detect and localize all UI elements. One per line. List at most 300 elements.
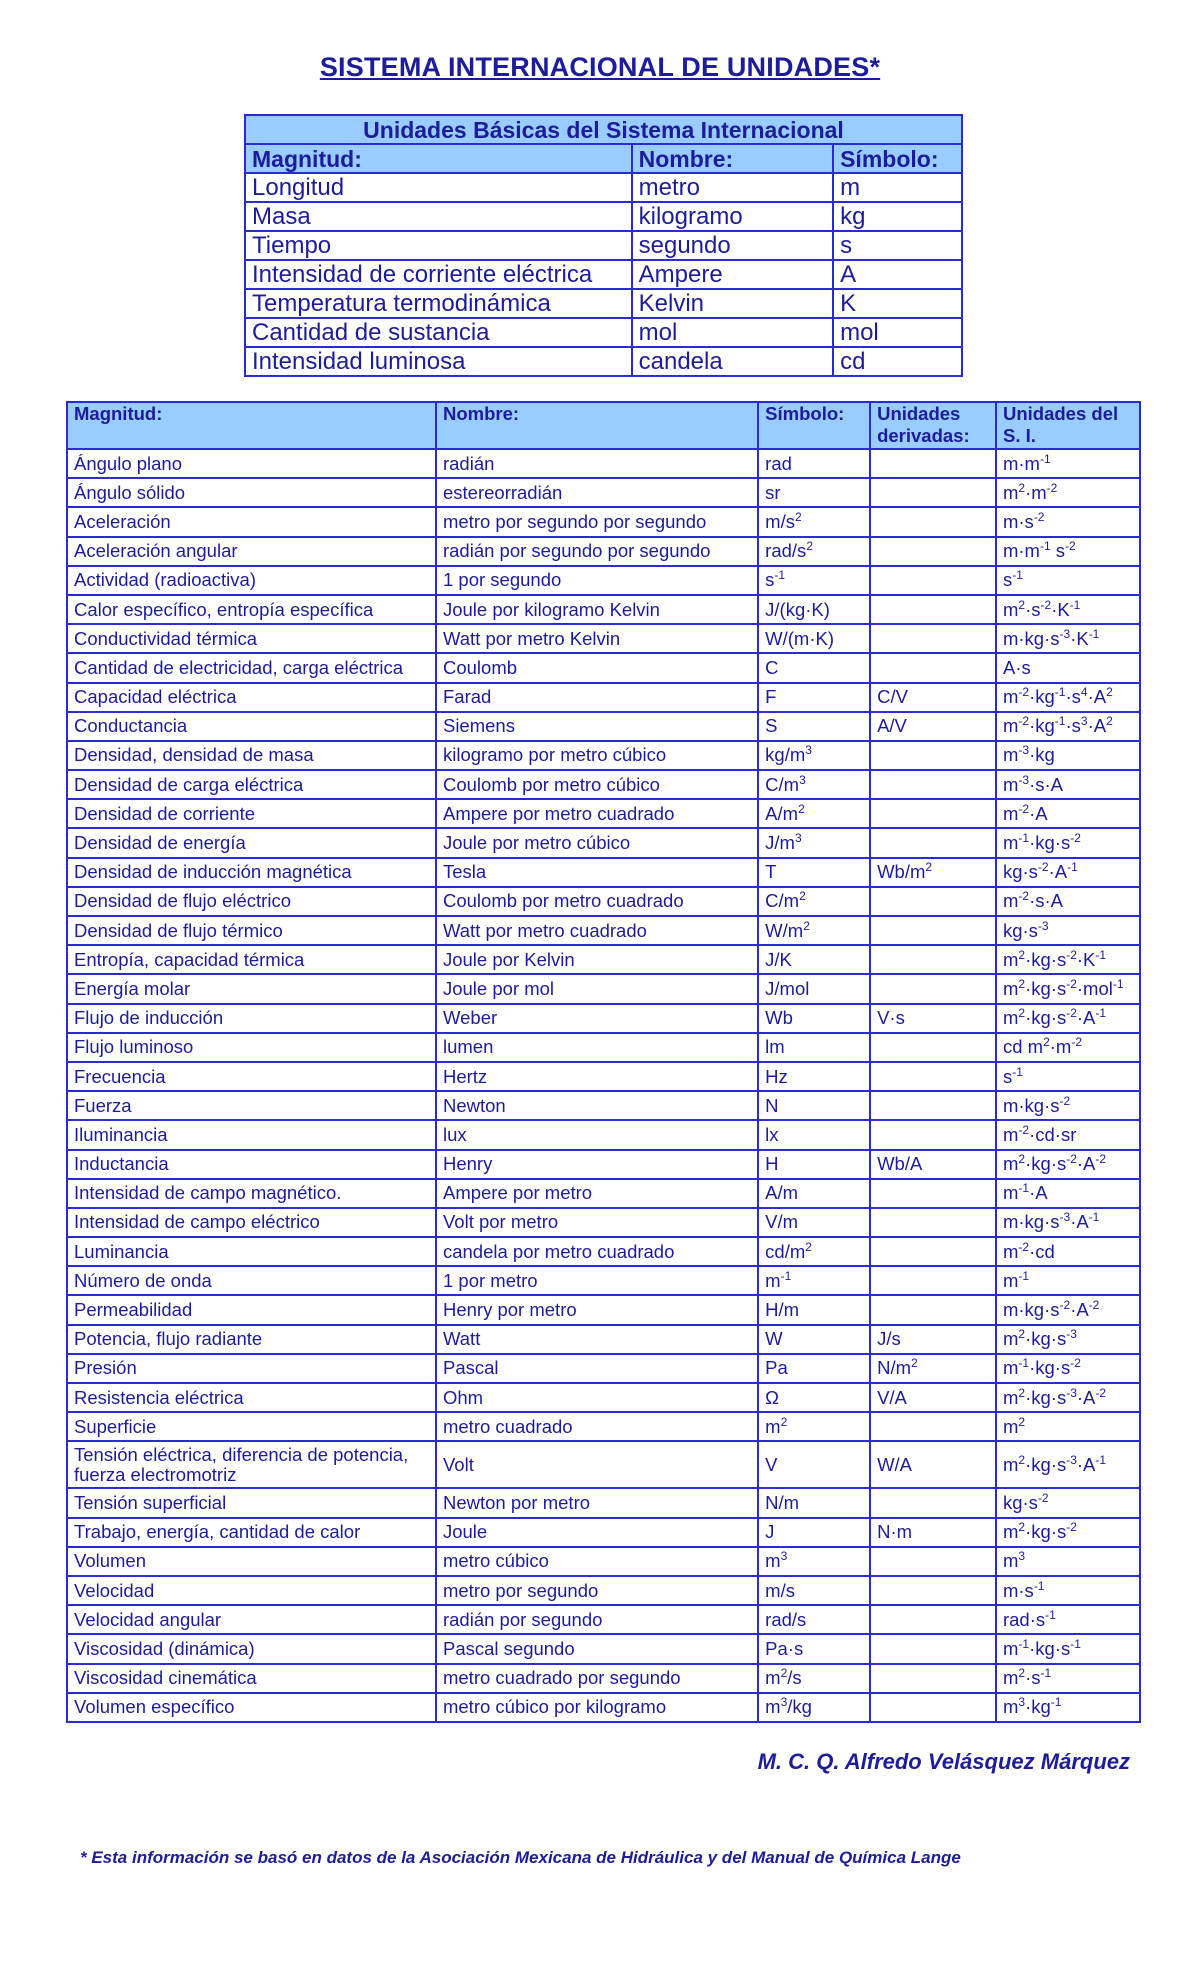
table-row <box>67 887 1140 916</box>
table-cell: $m^{-3}\cdot s\cdot A$ <box>996 770 1140 799</box>
table-cell: metro <box>632 173 833 202</box>
table-cell: $C/m^3$ <box>758 770 870 799</box>
table-cell: Aceleración <box>67 507 436 536</box>
table-cell <box>870 1547 996 1576</box>
basic-table-header-row <box>245 144 962 173</box>
table-cell: A/m <box>758 1179 870 1208</box>
table-cell: $m^2\cdot kg\cdot s^{-2}\cdot mol^{-1}$ <box>996 974 1140 1003</box>
table-cell: candela por metro cuadrado <box>436 1237 758 1266</box>
table-cell: $C/m^2$ <box>758 887 870 916</box>
table-cell: $m^{-1}$ <box>996 1266 1140 1295</box>
derived-table-header: Unidades del S. I. <box>996 402 1140 449</box>
table-cell: Velocidad <box>67 1576 436 1605</box>
table-row <box>67 653 1140 682</box>
table-cell <box>870 770 996 799</box>
table-cell: Tensión eléctrica, diferencia de potencia, fuerza electromotriz <box>67 1441 436 1488</box>
table-cell: Tensión superficial <box>67 1488 436 1517</box>
table-cell: Kelvin <box>632 289 833 318</box>
table-row <box>245 289 962 318</box>
table-cell: V <box>758 1441 870 1488</box>
table-cell: $m^{-1}\cdot kg\cdot s^{-2}$ <box>996 1354 1140 1383</box>
table-cell: A/V <box>870 712 996 741</box>
table-cell: Permeabilidad <box>67 1295 436 1324</box>
derived-table-header-row <box>67 402 1140 449</box>
table-cell: Calor específico, entropía específica <box>67 595 436 624</box>
table-cell: Coulomb <box>436 653 758 682</box>
table-cell: J/(kg·K) <box>758 595 870 624</box>
table-cell: $m^2\cdot kg\cdot s^{-2}\cdot K^{-1}$ <box>996 945 1140 974</box>
table-cell: m <box>833 173 962 202</box>
table-row <box>67 916 1140 945</box>
table-cell: 1 por metro <box>436 1266 758 1295</box>
table-cell: Temperatura termodinámica <box>245 289 632 318</box>
table-cell: $m^2\cdot m^{-2}$ <box>996 478 1140 507</box>
table-cell: cd <box>833 347 962 376</box>
table-cell: $m^2\cdot kg\cdot s^{-2}\cdot A^{-2}$ <box>996 1150 1140 1179</box>
table-cell: Ω <box>758 1383 870 1412</box>
table-cell <box>870 1576 996 1605</box>
table-cell: Luminancia <box>67 1237 436 1266</box>
table-cell: Joule por Kelvin <box>436 945 758 974</box>
table-cell: Newton por metro <box>436 1488 758 1517</box>
table-cell: Longitud <box>245 173 632 202</box>
table-cell: Masa <box>245 202 632 231</box>
table-row <box>245 231 962 260</box>
table-cell <box>870 1120 996 1149</box>
table-cell: Hz <box>758 1062 870 1091</box>
table-cell: $J/m^3$ <box>758 828 870 857</box>
table-row <box>67 1295 1140 1324</box>
table-cell <box>870 741 996 770</box>
table-cell: $m/s^2$ <box>758 507 870 536</box>
table-cell: $m^3$ <box>996 1547 1140 1576</box>
table-cell: $Wb/m^2$ <box>870 858 996 887</box>
table-cell: candela <box>632 347 833 376</box>
table-cell: Ampere por metro <box>436 1179 758 1208</box>
table-row <box>67 1033 1140 1062</box>
table-cell: Henry <box>436 1150 758 1179</box>
table-cell: Watt por metro cuadrado <box>436 916 758 945</box>
table-cell: W/(m·K) <box>758 624 870 653</box>
table-cell: Pa·s <box>758 1634 870 1663</box>
table-cell: $m^2\cdot kg\cdot s^{-3}\cdot A^{-1}$ <box>996 1441 1140 1488</box>
table-cell: N·m <box>870 1518 996 1547</box>
table-cell: Tesla <box>436 858 758 887</box>
table-cell: J/mol <box>758 974 870 1003</box>
table-cell <box>870 1634 996 1663</box>
table-cell: Wb <box>758 1004 870 1033</box>
table-cell: Volt <box>436 1441 758 1488</box>
table-cell: metro cúbico por kilogramo <box>436 1693 758 1722</box>
table-cell: V/A <box>870 1383 996 1412</box>
table-cell: Iluminancia <box>67 1120 436 1149</box>
table-cell: J/K <box>758 945 870 974</box>
table-cell <box>870 1295 996 1324</box>
table-cell: m/s <box>758 1576 870 1605</box>
table-row <box>67 858 1140 887</box>
table-cell: metro cuadrado <box>436 1412 758 1441</box>
table-row <box>67 1634 1140 1663</box>
table-cell: $m^{-2}\cdot cd\cdot sr$ <box>996 1120 1140 1149</box>
table-cell: Viscosidad (dinámica) <box>67 1634 436 1663</box>
table-cell: Intensidad de corriente eléctrica <box>245 260 632 289</box>
table-cell: Weber <box>436 1004 758 1033</box>
table-row <box>67 828 1140 857</box>
derived-table-header: Nombre: <box>436 402 758 449</box>
table-cell: $m^{-1}\cdot kg\cdot s^{-2}$ <box>996 828 1140 857</box>
table-cell: Joule por kilogramo Kelvin <box>436 595 758 624</box>
table-cell <box>870 974 996 1003</box>
table-row <box>67 1488 1140 1517</box>
table-cell: radián por segundo por segundo <box>436 537 758 566</box>
table-cell: Siemens <box>436 712 758 741</box>
derived-units-table <box>66 401 1141 1723</box>
table-cell: W <box>758 1325 870 1354</box>
table-cell <box>870 1091 996 1120</box>
table-cell: N/m <box>758 1488 870 1517</box>
table-cell: $s^{-1}$ <box>996 1062 1140 1091</box>
table-cell: Wb/A <box>870 1150 996 1179</box>
table-cell <box>870 449 996 478</box>
author-signature: M. C. Q. Alfredo Velásquez Márquez <box>757 1749 1130 1774</box>
table-cell <box>870 566 996 595</box>
table-cell: $A/m^2$ <box>758 799 870 828</box>
table-cell: Aceleración angular <box>67 537 436 566</box>
derived-table-header: Unidades derivadas: <box>870 402 996 449</box>
table-cell: $m^2\cdot kg\cdot s^{-3}\cdot A^{-2}$ <box>996 1383 1140 1412</box>
table-cell: Presión <box>67 1354 436 1383</box>
table-cell: $cd/m^2$ <box>758 1237 870 1266</box>
derived-table-header: Símbolo: <box>758 402 870 449</box>
basic-table-header: Magnitud: <box>245 144 632 173</box>
table-row <box>67 1693 1140 1722</box>
table-cell <box>870 537 996 566</box>
table-cell: Cantidad de electricidad, carga eléctrica <box>67 653 436 682</box>
table-row <box>67 1325 1140 1354</box>
table-row <box>67 1441 1140 1488</box>
table-cell <box>870 1033 996 1062</box>
table-row <box>67 1004 1140 1033</box>
table-cell: $m^{-2}\cdot A$ <box>996 799 1140 828</box>
table-cell: metro por segundo por segundo <box>436 507 758 536</box>
table-cell <box>870 1412 996 1441</box>
table-cell: $m^{-2}\cdot cd$ <box>996 1237 1140 1266</box>
table-cell: Inductancia <box>67 1150 436 1179</box>
table-cell: $m^{-2}\cdot s\cdot A$ <box>996 887 1140 916</box>
table-cell: K <box>833 289 962 318</box>
table-cell: Capacidad eléctrica <box>67 683 436 712</box>
table-cell: $kg\cdot s^{-2}\cdot A^{-1}$ <box>996 858 1140 887</box>
table-cell: Ohm <box>436 1383 758 1412</box>
table-row <box>67 974 1140 1003</box>
table-cell: Ángulo plano <box>67 449 436 478</box>
table-cell <box>870 1266 996 1295</box>
table-cell: lux <box>436 1120 758 1149</box>
table-row <box>245 318 962 347</box>
table-cell: metro por segundo <box>436 1576 758 1605</box>
table-cell: $m^3/kg$ <box>758 1693 870 1722</box>
table-cell: metro cuadrado por segundo <box>436 1664 758 1693</box>
table-cell <box>870 1488 996 1517</box>
table-row <box>67 1179 1140 1208</box>
table-cell: $m^2\cdot kg\cdot s^{-2}\cdot A^{-1}$ <box>996 1004 1140 1033</box>
table-cell: Joule por mol <box>436 974 758 1003</box>
table-cell: Watt <box>436 1325 758 1354</box>
table-cell: S <box>758 712 870 741</box>
table-cell <box>870 595 996 624</box>
table-cell: $kg/m^3$ <box>758 741 870 770</box>
table-row <box>67 1237 1140 1266</box>
table-cell: radián por segundo <box>436 1605 758 1634</box>
table-cell: $m^2\cdot kg\cdot s^{-2}$ <box>996 1518 1140 1547</box>
table-cell: Conductancia <box>67 712 436 741</box>
table-cell: N <box>758 1091 870 1120</box>
table-cell: mol <box>833 318 962 347</box>
table-cell: $m^{-2}\cdot kg^{-1}\cdot s^4\cdot A^2$ <box>996 683 1140 712</box>
table-cell: $m^2/s$ <box>758 1664 870 1693</box>
table-cell: Newton <box>436 1091 758 1120</box>
table-cell: Ángulo sólido <box>67 478 436 507</box>
table-row <box>67 799 1140 828</box>
table-cell: J <box>758 1518 870 1547</box>
table-cell <box>870 1062 996 1091</box>
table-cell: sr <box>758 478 870 507</box>
table-cell: Watt por metro Kelvin <box>436 624 758 653</box>
table-cell: Actividad (radioactiva) <box>67 566 436 595</box>
table-row <box>67 595 1140 624</box>
table-cell: kilogramo <box>632 202 833 231</box>
table-cell: Volumen <box>67 1547 436 1576</box>
table-cell: Joule <box>436 1518 758 1547</box>
table-cell: V·s <box>870 1004 996 1033</box>
table-cell <box>870 624 996 653</box>
table-cell: $m\cdot s^{-1}$ <box>996 1576 1140 1605</box>
table-cell: $m^{-3}\cdot kg$ <box>996 741 1140 770</box>
table-cell: A·s <box>996 653 1140 682</box>
table-cell: C/V <box>870 683 996 712</box>
table-cell: $m^{-2}\cdot kg^{-1}\cdot s^3\cdot A^2$ <box>996 712 1140 741</box>
table-cell: mol <box>632 318 833 347</box>
table-row <box>245 173 962 202</box>
table-cell: metro cúbico <box>436 1547 758 1576</box>
table-cell: radián <box>436 449 758 478</box>
table-row <box>67 478 1140 507</box>
table-cell: $m^3\cdot kg^{-1}$ <box>996 1693 1140 1722</box>
table-cell: $W/m^2$ <box>758 916 870 945</box>
table-cell: kilogramo por metro cúbico <box>436 741 758 770</box>
table-cell <box>870 478 996 507</box>
table-row <box>67 1266 1140 1295</box>
table-cell <box>870 828 996 857</box>
table-cell: C <box>758 653 870 682</box>
table-cell: $m^3$ <box>758 1547 870 1576</box>
table-cell <box>870 1693 996 1722</box>
table-cell: $rad\cdot s^{-1}$ <box>996 1605 1140 1634</box>
table-cell <box>870 1237 996 1266</box>
table-cell: Ampere por metro cuadrado <box>436 799 758 828</box>
basic-units-table <box>244 114 963 377</box>
table-cell: Trabajo, energía, cantidad de calor <box>67 1518 436 1547</box>
table-cell: Coulomb por metro cúbico <box>436 770 758 799</box>
table-cell: Volumen específico <box>67 1693 436 1722</box>
table-cell: Intensidad de campo eléctrico <box>67 1208 436 1237</box>
page-title: SISTEMA INTERNACIONAL DE UNIDADES* <box>319 52 881 82</box>
table-cell: $s^{-1}$ <box>996 566 1140 595</box>
basic-table-caption: Unidades Básicas del Sistema Internacional <box>245 115 962 144</box>
table-cell: Hertz <box>436 1062 758 1091</box>
table-cell: Frecuencia <box>67 1062 436 1091</box>
table-cell <box>870 916 996 945</box>
table-cell: $s^{-1}$ <box>758 566 870 595</box>
table-cell: T <box>758 858 870 887</box>
table-cell: $m\cdot kg\cdot s^{-3}\cdot K^{-1}$ <box>996 624 1140 653</box>
table-cell: Coulomb por metro cuadrado <box>436 887 758 916</box>
table-cell: A <box>833 260 962 289</box>
table-row <box>67 712 1140 741</box>
table-cell: Pascal <box>436 1354 758 1383</box>
table-row <box>67 741 1140 770</box>
table-row <box>67 1208 1140 1237</box>
table-cell: F <box>758 683 870 712</box>
table-cell: lx <box>758 1120 870 1149</box>
table-cell: Flujo de inducción <box>67 1004 436 1033</box>
table-cell <box>870 799 996 828</box>
derived-table-header: Magnitud: <box>67 402 436 449</box>
table-cell: $m^2\cdot s^{-1}$ <box>996 1664 1140 1693</box>
table-row <box>67 566 1140 595</box>
table-cell: H/m <box>758 1295 870 1324</box>
table-cell: Superficie <box>67 1412 436 1441</box>
table-row <box>67 624 1140 653</box>
table-row <box>67 1120 1140 1149</box>
table-cell: rad/s <box>758 1605 870 1634</box>
table-cell: s <box>833 231 962 260</box>
table-cell <box>870 1179 996 1208</box>
table-cell: Pascal segundo <box>436 1634 758 1663</box>
table-cell <box>870 507 996 536</box>
table-cell: Densidad de corriente <box>67 799 436 828</box>
table-cell: $m^2\cdot kg\cdot s^{-3}$ <box>996 1325 1140 1354</box>
table-cell: Fuerza <box>67 1091 436 1120</box>
table-cell: Cantidad de sustancia <box>245 318 632 347</box>
table-cell: Resistencia eléctrica <box>67 1383 436 1412</box>
table-cell: lm <box>758 1033 870 1062</box>
table-row <box>67 1091 1140 1120</box>
table-cell: $m\cdot s^{-2}$ <box>996 507 1140 536</box>
table-cell: $m^2$ <box>758 1412 870 1441</box>
table-cell: Farad <box>436 683 758 712</box>
table-cell: Densidad de inducción magnética <box>67 858 436 887</box>
table-row <box>67 1383 1140 1412</box>
table-row <box>67 683 1140 712</box>
table-cell <box>870 945 996 974</box>
footnote: * Esta información se basó en datos de la Asociación Mexicana de Hidráulica y del Manual de Química Lange <box>80 1848 961 1867</box>
table-cell <box>870 1605 996 1634</box>
table-cell: $m^{-1}\cdot A$ <box>996 1179 1140 1208</box>
table-cell: Ampere <box>632 260 833 289</box>
table-row <box>67 537 1140 566</box>
table-cell: segundo <box>632 231 833 260</box>
table-row <box>67 1576 1140 1605</box>
table-cell: Pa <box>758 1354 870 1383</box>
table-cell: V/m <box>758 1208 870 1237</box>
table-cell <box>870 1208 996 1237</box>
table-row <box>67 945 1140 974</box>
table-cell: 1 por segundo <box>436 566 758 595</box>
table-cell: Intensidad luminosa <box>245 347 632 376</box>
table-cell: estereorradián <box>436 478 758 507</box>
table-row <box>67 507 1140 536</box>
table-cell: Velocidad angular <box>67 1605 436 1634</box>
table-cell: $m\cdot m^{-1}$ <box>996 449 1140 478</box>
table-cell: W/A <box>870 1441 996 1488</box>
table-cell: cd $m^2\cdot m^{-2}$ <box>996 1033 1140 1062</box>
table-cell: rad/$s^2$ <box>758 537 870 566</box>
table-cell: $kg\cdot s^{-3}$ <box>996 916 1140 945</box>
table-cell: Flujo luminoso <box>67 1033 436 1062</box>
table-cell: Potencia, flujo radiante <box>67 1325 436 1354</box>
table-cell: Viscosidad cinemática <box>67 1664 436 1693</box>
table-cell: $m\cdot kg\cdot s^{-2}\cdot A^{-2}$ <box>996 1295 1140 1324</box>
table-cell: Número de onda <box>67 1266 436 1295</box>
table-row <box>67 770 1140 799</box>
table-cell: Densidad de carga eléctrica <box>67 770 436 799</box>
table-cell: rad <box>758 449 870 478</box>
table-cell <box>870 1664 996 1693</box>
table-cell: $m^2$ <box>996 1412 1140 1441</box>
basic-table-header: Nombre: <box>632 144 833 173</box>
table-cell: $m^{-1}\cdot kg\cdot s^{-1}$ <box>996 1634 1140 1663</box>
table-row <box>67 1547 1140 1576</box>
table-cell: lumen <box>436 1033 758 1062</box>
table-cell: $kg\cdot s^{-2}$ <box>996 1488 1140 1517</box>
table-row <box>67 1664 1140 1693</box>
table-cell: Densidad de flujo eléctrico <box>67 887 436 916</box>
table-cell: kg <box>833 202 962 231</box>
table-cell: Densidad de energía <box>67 828 436 857</box>
table-cell: $m\cdot kg\cdot s^{-3}\cdot A^{-1}$ <box>996 1208 1140 1237</box>
table-row <box>67 1605 1140 1634</box>
table-cell: $m\cdot m^{-1}$ $s^{-2}$ <box>996 537 1140 566</box>
table-row <box>245 347 962 376</box>
table-row <box>67 1062 1140 1091</box>
table-cell: Densidad, densidad de masa <box>67 741 436 770</box>
table-cell: Energía molar <box>67 974 436 1003</box>
table-row <box>245 260 962 289</box>
table-row <box>67 1412 1140 1441</box>
basic-table-header: Símbolo: <box>833 144 962 173</box>
table-cell <box>870 887 996 916</box>
table-cell: Volt por metro <box>436 1208 758 1237</box>
table-row <box>67 1354 1140 1383</box>
table-cell: Tiempo <box>245 231 632 260</box>
table-cell: Densidad de flujo térmico <box>67 916 436 945</box>
table-cell <box>870 653 996 682</box>
table-cell: H <box>758 1150 870 1179</box>
table-cell: Conductividad térmica <box>67 624 436 653</box>
table-cell: Henry por metro <box>436 1295 758 1324</box>
table-row <box>67 1150 1140 1179</box>
table-cell: $m\cdot kg\cdot s^{-2}$ <box>996 1091 1140 1120</box>
table-cell: Intensidad de campo magnético. <box>67 1179 436 1208</box>
table-cell: Joule por metro cúbico <box>436 828 758 857</box>
table-cell: $m^2\cdot s^{-2}\cdot K^{-1}$ <box>996 595 1140 624</box>
table-row <box>67 449 1140 478</box>
table-cell: Entropía, capacidad térmica <box>67 945 436 974</box>
table-cell: $N/m^2$ <box>870 1354 996 1383</box>
table-row <box>67 1518 1140 1547</box>
table-cell: J/s <box>870 1325 996 1354</box>
